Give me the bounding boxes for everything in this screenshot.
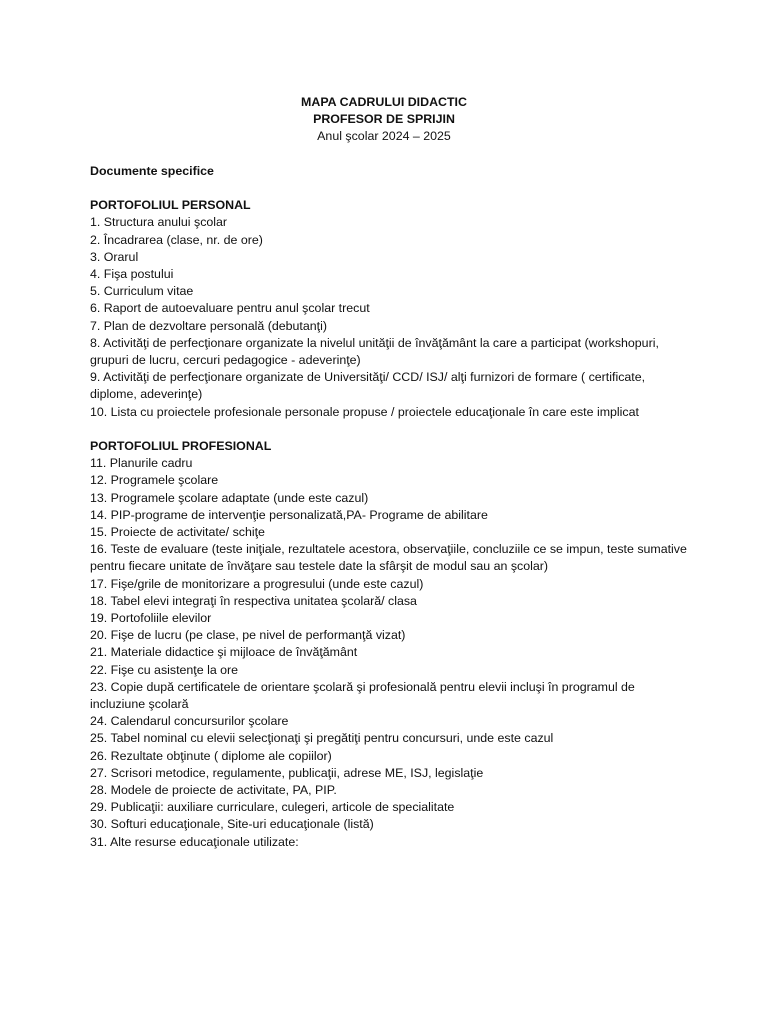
- list-item: 28. Modele de proiecte de activitate, PA, PIP.: [90, 783, 337, 798]
- list-item: 17. Fişe/grile de monitorizare a progresului (unde este cazul): [90, 576, 424, 591]
- spacer: [90, 146, 690, 163]
- documents-heading: Documente specifice: [90, 163, 214, 178]
- list-item: 19. Portofoliile elevilor: [90, 611, 212, 626]
- document-header: [90, 94, 678, 146]
- personal-portfolio-list: [90, 214, 690, 420]
- list-item: 4. Fişa postului: [90, 267, 174, 281]
- professional-portfolio-list: [90, 455, 690, 851]
- document-content: [90, 94, 690, 851]
- list-item: 16. Teste de evaluare (teste iniţiale, rezultatele acestora, observaţiile, concluziile ce se impun, teste sumative pentru fiecare unitate de învăţare sau testele date la sfârşit de modul sau an şcolar): [90, 542, 687, 574]
- document-title: MAPA CADRULUI DIDACTIC: [301, 95, 467, 109]
- list-item: 10. Lista cu proiectele profesionale personale propuse / proiectele educaţionale în care este implicat: [90, 404, 639, 419]
- list-item: 23. Copie după certificatele de orientare şcolară şi profesională pentru elevii incluşi în programul de incluziune şcolară: [90, 679, 635, 712]
- list-item: 15. Proiecte de activitate/ schiţe: [90, 525, 265, 540]
- list-item: 30. Softuri educaţionale, Site-uri educaţionale (listă): [90, 817, 374, 832]
- list-item: 21. Materiale didactice şi mijloace de învăţământ: [90, 645, 358, 660]
- list-item: 29. Publicaţii: auxiliare curriculare, culegeri, articole de specialitate: [90, 800, 455, 815]
- list-item: 27. Scrisori metodice, regulamente, publicaţii, adrese ME, ISJ, legislaţie: [90, 765, 484, 780]
- spacer: [90, 421, 690, 438]
- list-item: 6. Raport de autoevaluare pentru anul şcolar trecut: [90, 301, 370, 316]
- list-item: 3. Orarul: [90, 249, 139, 264]
- list-item: 8. Activităţi de perfecţionare organizate la nivelul unităţii de învăţământ la care a participat (workshopuri, grupuri de lucru, cercuri pedagogice - adeverinţe): [90, 335, 659, 368]
- list-item: 13. Programele şcolare adaptate (unde este cazul): [90, 490, 369, 505]
- list-item: 22. Fişe cu asistenţe la ore: [90, 662, 239, 677]
- personal-portfolio-title: PORTOFOLIUL PERSONAL: [90, 198, 251, 213]
- list-item: 2. Încadrarea (clase, nr. de ore): [90, 232, 263, 247]
- list-item: 7. Plan de dezvoltare personală (debutanţi): [90, 318, 327, 333]
- list-item: 9. Activităţi de perfecţionare organizate de Universităţi/ CCD/ ISJ/ alţi furnizori de formare ( certificate, diplome, adeverinţe): [90, 370, 646, 402]
- list-item: 11. Planurile cadru: [90, 456, 193, 471]
- list-item: 18. Tabel elevi integraţi în respectiva unitatea şcolară/ clasa: [90, 593, 417, 608]
- list-item: 26. Rezultate obţinute ( diplome ale copiilor): [90, 748, 332, 763]
- professional-portfolio-title: PORTOFOLIUL PROFESIONAL: [90, 439, 272, 454]
- document-subtitle: PROFESOR DE SPRIJIN: [313, 112, 455, 127]
- school-year: Anul şcolar 2024 – 2025: [317, 129, 451, 144]
- spacer: [90, 180, 690, 197]
- list-item: 25. Tabel nominal cu elevii selecţionaţi şi pregătiţi pentru concursuri, unde este cazul: [90, 731, 554, 746]
- list-item: 24. Calendarul concursurilor şcolare: [90, 714, 289, 729]
- list-item: 31. Alte resurse educaţionale utilizate:: [90, 834, 299, 849]
- list-item: 1. Structura anului şcolar: [90, 215, 228, 230]
- list-item: 5. Curriculum vitae: [90, 284, 194, 299]
- list-item: 14. PIP-programe de intervenţie personalizată,PA- Programe de abilitare: [90, 507, 488, 522]
- list-item: 20. Fişe de lucru (pe clase, pe nivel de performanţă vizat): [90, 628, 406, 643]
- list-item: 12. Programele şcolare: [90, 473, 219, 488]
